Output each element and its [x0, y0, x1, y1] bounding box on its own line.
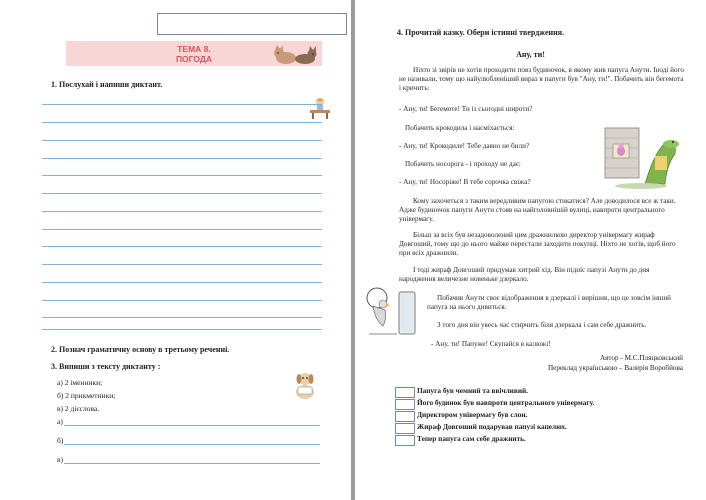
story-paragraph: Ніхто зі звірів не хотів проходити повз будиночок, в якому жив папуга Анути. Іноді його не називали, тому що найулюбленіший вираз в папуги був "Ану, ти!". Побачить він бегемота і кричить:	[399, 66, 684, 93]
statement-text: Тепер папуга сам себе дражнить.	[417, 434, 526, 443]
answer-line-c[interactable]	[64, 463, 320, 464]
statement-checkbox[interactable]	[395, 411, 415, 422]
topic-line-1: ТЕМА 8.	[177, 44, 211, 54]
story-paragraph: - Ану, ти! Носоріже! В тебе сорочка свіжа?	[399, 178, 531, 186]
writing-line[interactable]	[42, 282, 322, 283]
writing-line[interactable]	[42, 329, 322, 330]
parrot-mirror-icon	[363, 286, 419, 342]
story-paragraph: Побачить носорога - і проходу не дає:	[405, 160, 521, 168]
right-page	[355, 0, 706, 500]
answer-label-c: в)	[57, 455, 64, 464]
story-paragraph: Кому захочеться з таким вередливим папугою стикатися? Але доводилося все ж таки. Адже будиночок папуги Анути стояв на найголовнішій вулиці, навпроти центрального універмагу.	[399, 197, 676, 224]
story-paragraph: - Ану, ти! Папуже! Скупайся в калюжі!	[431, 340, 551, 348]
statement-checkbox[interactable]	[395, 387, 415, 398]
task-2: 2. Познач граматичну основу в третьому реченні.	[51, 345, 230, 354]
topic-banner	[66, 41, 322, 66]
statement-text: Жираф Довгоший подарував папузі капелюх.	[417, 422, 567, 431]
writing-line[interactable]	[42, 175, 322, 176]
story-paragraph: І тоді жираф Довгоший придумав хитрий хід. Він підніс папузі Анути до дня народження величезне новеньке дзеркало.	[399, 266, 650, 284]
author-line: Автор - М.С.Пляцковський	[599, 354, 683, 362]
answer-line-a[interactable]	[64, 425, 320, 426]
writing-line[interactable]	[42, 140, 322, 141]
statement-checkbox[interactable]	[395, 423, 415, 434]
writing-line[interactable]	[42, 193, 322, 194]
answer-label-a: а)	[57, 417, 63, 426]
story-paragraph: З того дня він увесь час стирчить біля дзеркала і сам себе дражнить.	[437, 321, 647, 329]
story-paragraph: Побачив Анути своє відображення в дзеркалі і вирішив, що це зовсім інший папуга на нього дивиться.	[427, 294, 672, 312]
option-b: б) 2 прикметники;	[57, 391, 116, 400]
writing-line[interactable]	[42, 122, 322, 123]
parrot-crocodile-icon	[597, 124, 685, 190]
name-input-box[interactable]	[157, 13, 347, 35]
left-page	[0, 0, 351, 500]
translation-line: Переклад українською – Валерія Воробйова	[547, 364, 683, 372]
statement-text: Його будинок був навпроти центрального універмагу.	[417, 398, 595, 407]
topic-line-2: ПОГОДА	[175, 54, 213, 64]
story-paragraph: Побачить крокодила і насміхається:	[405, 124, 515, 132]
story-paragraph: - Ану, ти! Крокодиле! Тебе давно не били?	[399, 142, 530, 150]
writing-line[interactable]	[42, 229, 322, 230]
writing-line[interactable]	[42, 264, 322, 265]
option-a: а) 2 іменники;	[57, 378, 103, 387]
writing-line[interactable]	[42, 104, 322, 105]
writing-line[interactable]	[42, 246, 322, 247]
answer-label-b: б)	[57, 436, 64, 445]
statement-text: Директором універмагу був слон.	[417, 410, 528, 419]
writing-line[interactable]	[42, 300, 322, 301]
statement-checkbox[interactable]	[395, 435, 415, 446]
task-4: 4. Прочитай казку. Обери істинні твердження.	[397, 28, 565, 37]
statement-checkbox[interactable]	[395, 399, 415, 410]
story-paragraph: - Ану, ти! Бегемоте! Ти із сьогодні широти?	[399, 105, 533, 113]
task-3: 3. Випиши з тексту диктанту :	[51, 362, 161, 371]
dog-reading-icon	[292, 370, 318, 400]
statement-text: Папуга був чемний та ввічливий.	[417, 386, 529, 395]
cats-icon	[272, 43, 318, 65]
option-c: в) 2 дієслова.	[57, 404, 100, 413]
story-paragraph: Більш за всіх був незадоволений цим дражнилкою директор універмагу жираф Довгоший, тому що до нього майже перестали заходити покупці. Ніхто не хотів, щоб його при всіх дражнили.	[399, 231, 676, 258]
writing-line[interactable]	[42, 211, 322, 212]
task-1: 1. Послухай і напиши диктант.	[51, 80, 163, 89]
girl-at-desk-icon	[308, 96, 332, 120]
answer-line-b[interactable]	[64, 444, 320, 445]
writing-line[interactable]	[42, 158, 322, 159]
writing-line[interactable]	[42, 317, 322, 318]
story-title: Ану, ти!	[516, 50, 545, 59]
